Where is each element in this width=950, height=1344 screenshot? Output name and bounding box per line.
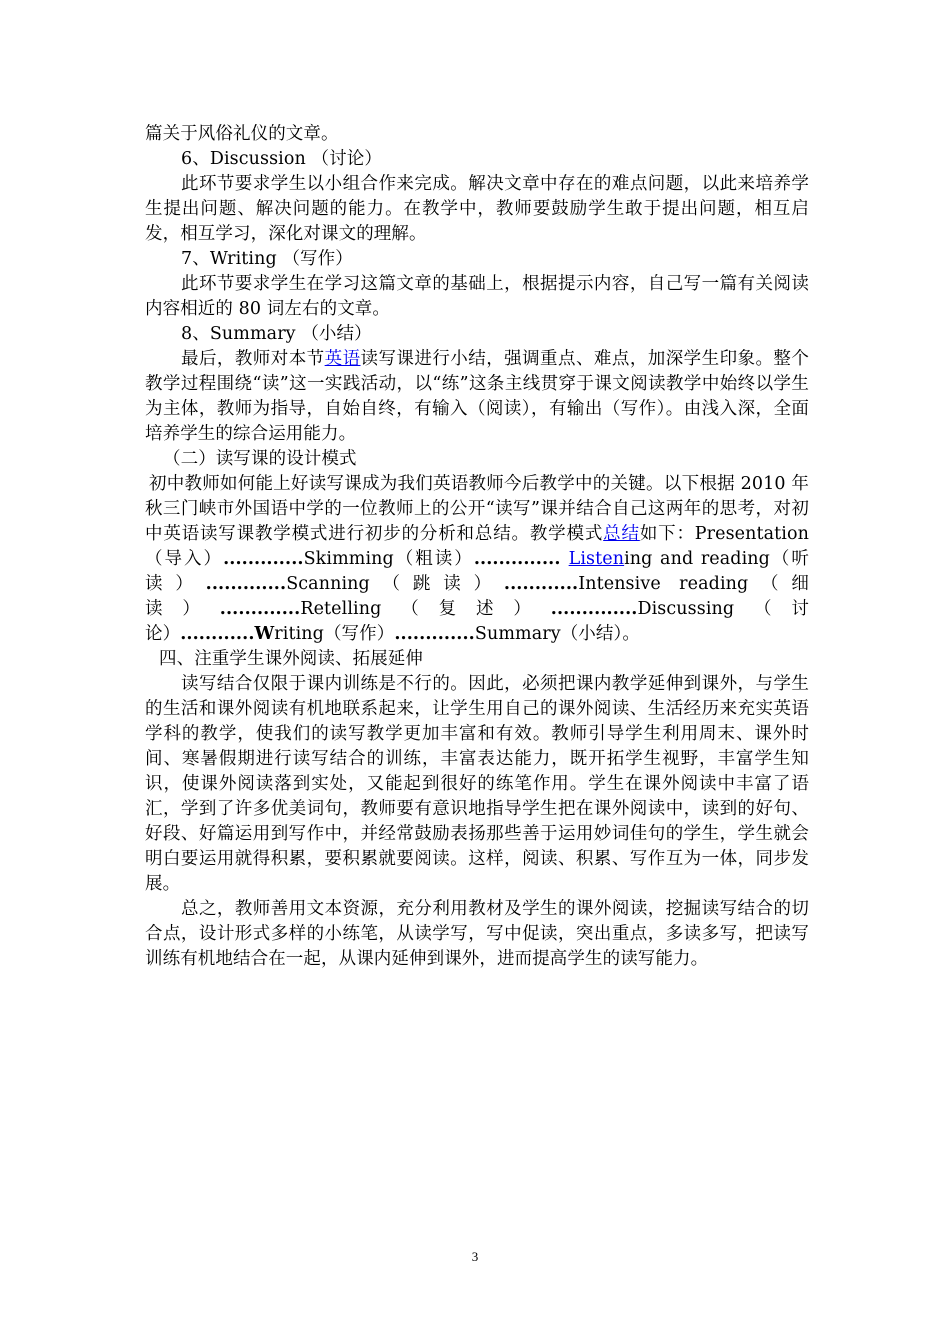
dots-separator: ............. <box>394 624 475 644</box>
dots-separator: .............. <box>473 549 569 569</box>
conclusion-paragraph: 总之，教师善用文本资源，充分利用教材及学生的课外阅读，挖掘读写结合的切合点，设计形式多样的小练笔，从读学写，写中促读，突出重点，多读多写，把读写训练有机地结合在一起，从课内延伸到课外，进而提高学生的读写能力。 <box>145 899 809 969</box>
section-2-body <box>145 472 809 647</box>
stage-summary: Summary（小结）。 <box>474 624 640 644</box>
section-4-heading: 四、注重学生课外阅读、拓展延伸 <box>159 649 423 669</box>
step-8-text-a: 最后，教师对本节 <box>181 349 325 369</box>
step-7-body: 此环节要求学生在学习这篇文章的基础上，根据提示内容，自己写一篇有关阅读内容相近的 80 词左右的文章。 <box>145 274 809 319</box>
dots-separator: ............ <box>503 574 579 594</box>
section-4-body: 读写结合仅限于课内训练是不行的。因此，必须把课内教学延伸到课外，与学生的生活和课外阅读有机地联系起来，让学生用自己的课外阅读、生活经历来充实英语学科的教学，使我们的读写教学更加丰富和有效。教师引导学生利用周末、课外时间、寒暑假期进行读写结合的训练，丰富表达能力，既开拓学生视野，丰富学生知识，使课外阅读落到实处，又能起到很好的练笔作用。学生在课外阅读中丰富了语汇，学到了许多优美词句，教师要有意识地指导学生把在课外阅读中，读到的好句、好段、好篇运用到写作中，并经常鼓励表扬那些善于运用妙词佳句的学生，学生就会明白要运用就得积累，要积累就要阅读。这样，阅读、积累、写作互为一体，同步发展。 <box>145 674 809 894</box>
stage-retelling: Retelling（复述） <box>300 599 551 619</box>
stage-scanning: Scanning（跳读） <box>286 574 504 594</box>
stage-writing-initial: W <box>254 624 275 644</box>
link-english[interactable]: 英语 <box>324 349 361 369</box>
link-summary[interactable]: 总结 <box>603 524 640 544</box>
step-7-heading: 7、Writing （写作） <box>181 249 353 269</box>
stage-intensive-reading: Intensive reading（细读） <box>145 574 809 619</box>
dots-separator: ............. <box>223 549 304 569</box>
step-8-text-b: 读写课进行小结，强调重点、难点，加深学生印象。整个教学过程围绕“读”这一实践活动，以“练”这条主线贯穿于课文阅读教学中始终以学生为主体，教师为指导，自始自终，有输入（阅读），有输出（写作）。由浅入深，全面培养学生的综合运用能力。 <box>145 349 809 444</box>
stage-writing: riting（写作） <box>274 624 395 644</box>
stage-listening: ing and reading（听读） <box>145 549 810 594</box>
section-2-heading: （二）读写课的设计模式 <box>163 449 357 469</box>
paragraph-continued: 篇关于风俗礼仪的文章。 <box>145 124 339 144</box>
page-number: 3 <box>471 1249 479 1264</box>
dots-separator: ............. <box>219 599 301 619</box>
dots-separator: ............ <box>180 624 255 644</box>
stage-discussing: Discussing（讨论） <box>145 599 809 644</box>
link-listen[interactable]: Listen <box>568 549 625 569</box>
section-2-text-b: 如下：Presentation（导入） <box>145 524 809 569</box>
dots-separator: .............. <box>550 599 638 619</box>
step-8-body <box>145 347 809 447</box>
stage-skimming: Skimming（粗读） <box>303 549 474 569</box>
dots-separator: ............. <box>205 574 287 594</box>
step-8-heading: 8、Summary （小结） <box>181 324 372 344</box>
step-6-heading: 6、Discussion （讨论） <box>181 149 382 169</box>
document-body <box>145 122 809 972</box>
step-6-body: 此环节要求学生以小组合作来完成。解决文章中存在的难点问题，以此来培养学生提出问题、解决问题的能力。在教学中，教师要鼓励学生敢于提出问题，相互启发，相互学习，深化对课文的理解。 <box>145 174 809 244</box>
section-2-text-a: 初中教师如何能上好读写课成为我们英语教师今后教学中的关键。以下根据 2010 年秋三门峡市外国语中学的一位教师上的公开“读写”课并结合自己这两年的思考，对初中英语读写课教学模式进行初步的分析和总结。教学模式 <box>145 474 809 544</box>
